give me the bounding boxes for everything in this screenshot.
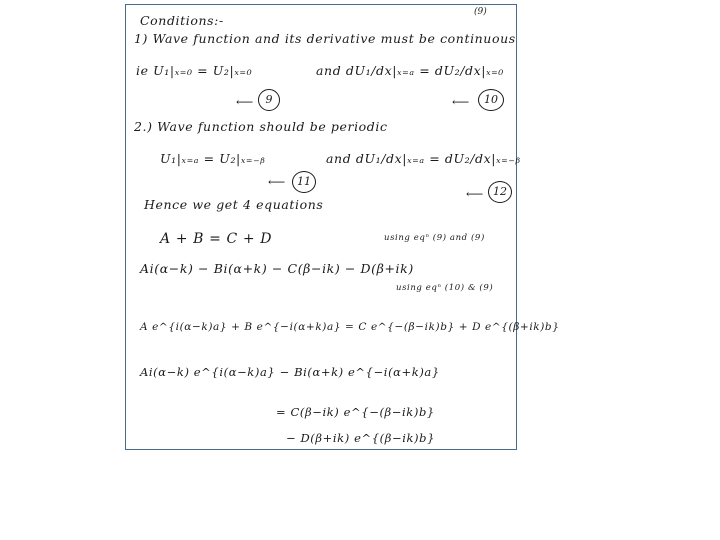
equation-2: Ai(α−k) − Bi(α+k) − C(β−ik) − D(β+ik) [140, 261, 414, 276]
equation-1: A + B = C + D [160, 231, 273, 247]
equation-4-line-2: = C(β−ik) e^{−(β−ik)b} [276, 405, 435, 419]
condition-1-equation-a: ie U₁|ₓ₌₀ = U₂|ₓ₌₀ [136, 63, 253, 78]
arrow-icon: ⟵ [452, 95, 470, 109]
condition-2-text: 2.) Wave function should be periodic [134, 119, 388, 134]
equation-1-note: using eqⁿ (9) and (9) [384, 233, 485, 243]
page-reference: (9) [474, 7, 487, 17]
equation-2-note: using eqⁿ (10) & (9) [396, 283, 494, 293]
arrow-icon: ⟵ [466, 187, 484, 201]
equation-marker-12: 12 [488, 181, 512, 203]
condition-1-text: 1) Wave function and its derivative must be continuous [134, 31, 516, 46]
conditions-heading: Conditions:- [140, 13, 224, 28]
handwritten-page [125, 4, 560, 450]
condition-2-equation-b: and dU₁/dx|ₓ₌ₐ = dU₂/dx|ₓ₌₋ᵦ [326, 151, 521, 166]
equation-4-line-3: − D(β+ik) e^{(β−ik)b} [286, 431, 436, 445]
arrow-icon: ⟵ [236, 95, 254, 109]
condition-1-equation-b: and dU₁/dx|ₓ₌ₐ = dU₂/dx|ₓ₌₀ [316, 63, 504, 78]
equation-marker-10: 10 [478, 89, 504, 111]
equation-4-line-1: Ai(α−k) e^{i(α−k)a} − Bi(α+k) e^{−i(α+k)a} [140, 365, 440, 379]
equation-marker-11: 11 [292, 171, 316, 193]
hence-text: Hence we get 4 equations [144, 197, 324, 212]
arrow-icon: ⟵ [268, 175, 286, 189]
condition-2-equation-a: U₁|ₓ₌ₐ = U₂|ₓ₌₋ᵦ [160, 151, 266, 166]
equation-marker-9: 9 [258, 89, 280, 111]
equation-3: A e^{i(α−k)a} + B e^{−i(α+k)a} = C e^{−(β−ik)b} + D e^{(β+ik)b} [140, 321, 560, 333]
